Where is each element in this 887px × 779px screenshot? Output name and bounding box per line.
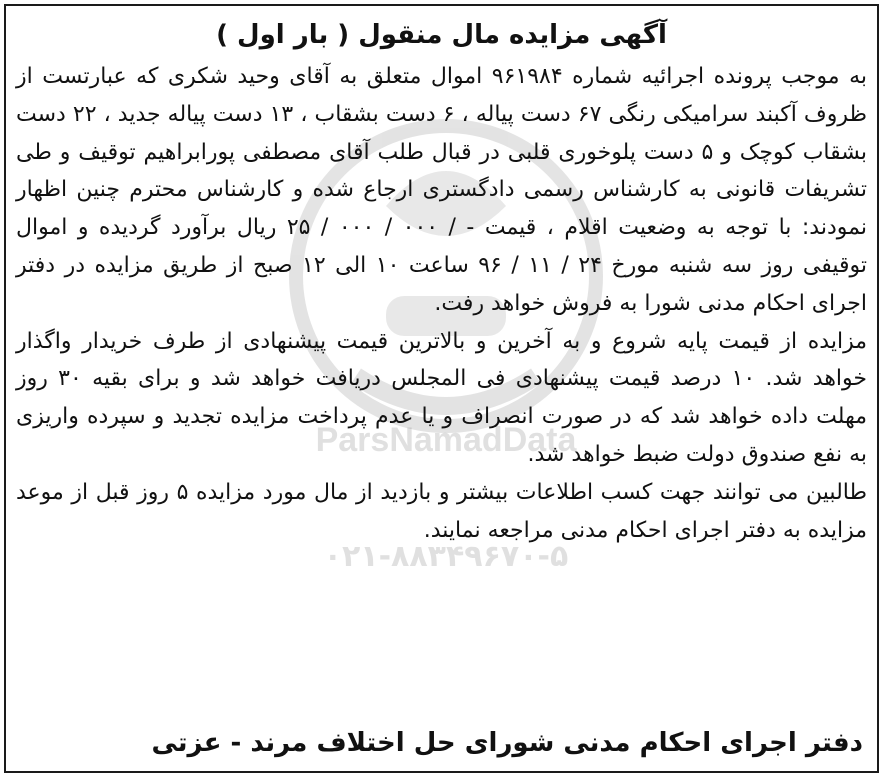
- notice-frame: [4, 4, 879, 773]
- notice-signature: دفتر اجرای احکام مدنی شورای حل اختلاف مرند - عزتی: [151, 728, 863, 758]
- notice-title: آگهی مزایده مال منقول ( بار اول ): [216, 20, 667, 50]
- notice-paragraph-3: طالبین می توانند جهت کسب اطلاعات بیشتر و بازدید از مال مورد مزایده ۵ روز قبل از موعد مزایده به دفتر اجرای احکام مدنی مراجعه نمایند.: [16, 479, 867, 543]
- watermark-phone: ۰۲۱-۸۸۳۴۹۶۷۰-۵: [323, 539, 569, 574]
- notice-body: [16, 12, 867, 549]
- watermark-brand: ParsNamadData: [315, 421, 577, 459]
- notice-paragraph-1: به موجب پرونده اجرائیه شماره ۹۶۱۹۸۴ اموال متعلق به آقای وحید شکری که عبارتست از ظروف آکبند سرامیکی رنگی ۶۷ دست پیاله ، ۶ دست بشقاب ، ۱۳ دست پیاله جدید ، ۲۲ دست بشقاب کوچک و ۵ دست پلوخوری قلبی در قبال طلب آقای مصطفی پورابراهیم توقیف و طی تشریفات قانونی به کارشناس رسمی دادگستری ارجاع شده و کارشناس محترم چنین اظهار نمودند: با توجه به وضعیت اقلام ، قیمت - / ۰۰۰ / ۰۰۰ / ۲۵ ریال برآورد گردیده و اموال توقیفی روز سه شنبه مورخ ۲۴ / ۱۱ / ۹۶ ساعت ۱۰ الی ۱۲ صبح از طریق مزایده در دفتر اجرای احکام مدنی شورا به فروش خواهد رفت.: [16, 64, 868, 316]
- notice-paragraph-2: مزایده از قیمت پایه شروع و به آخرین و بالاترین قیمت پیشنهادی از طرف خریدار واگذار خواهد شد. ۱۰ درصد قیمت پیشنهادی فی المجلس دریافت خواهد شد و برای بقیه ۳۰ روز مهلت داده خواهد شد که در صورت انصراف و یا عدم پرداخت مزایده تجدید و سپرده واریزی به نفع صندوق دولت ضبط خواهد شد.: [16, 328, 867, 467]
